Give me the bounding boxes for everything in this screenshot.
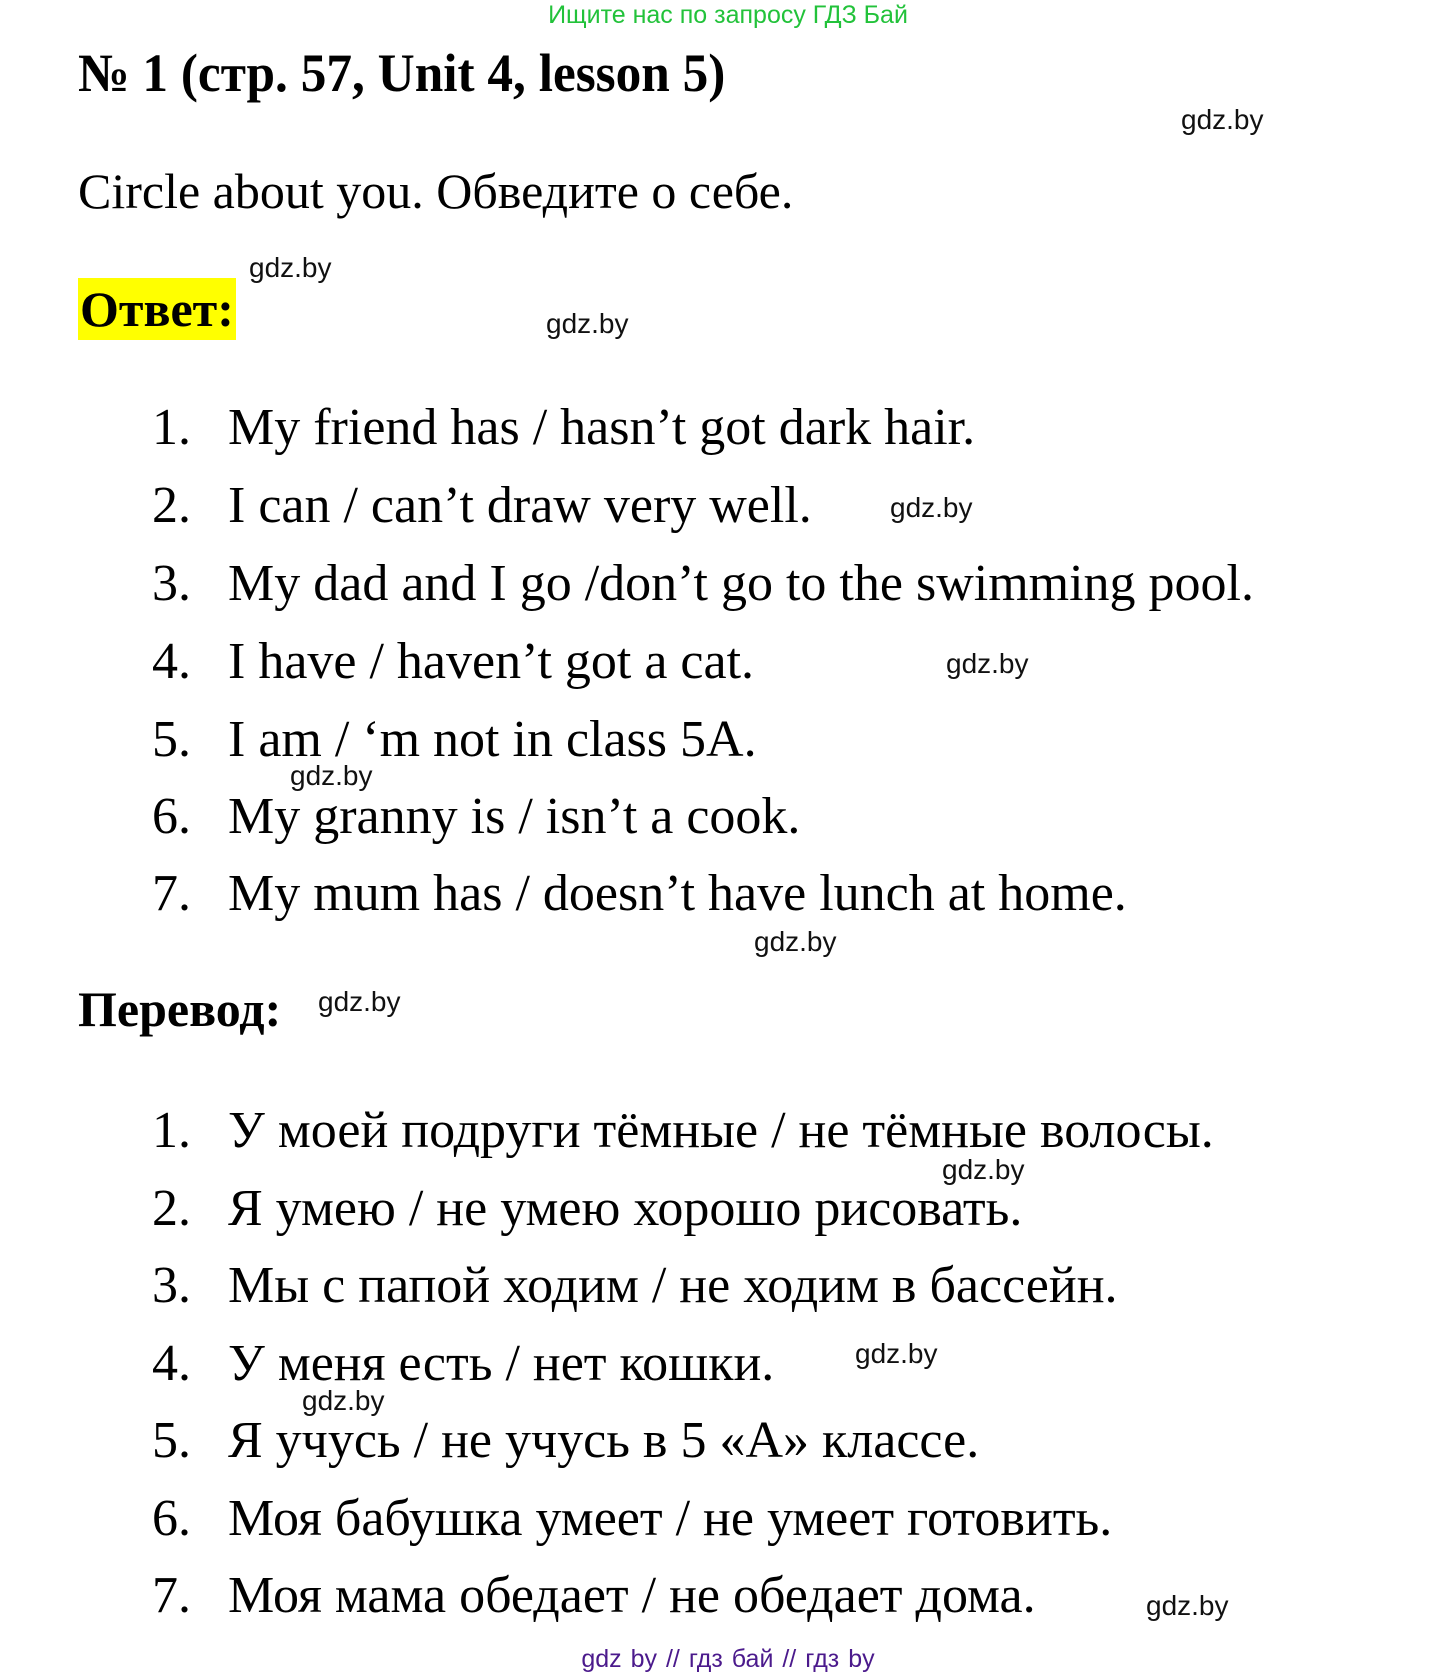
item-number: 2.: [152, 1180, 191, 1237]
item-text: My granny is / isn’t a cook.: [228, 788, 801, 845]
list-item: [152, 708, 757, 772]
watermark: gdz.by: [249, 252, 332, 283]
item-number: 5.: [152, 711, 191, 768]
list-item: [152, 1564, 1036, 1628]
item-text: I am / ‘m not in class 5A.: [228, 711, 757, 768]
watermark: gdz.by: [942, 1154, 1025, 1185]
item-text: My friend has / hasn’t got dark hair.: [228, 399, 976, 456]
list-item: [152, 1254, 1118, 1318]
watermark: gdz.by: [855, 1338, 938, 1369]
watermark: gdz.by: [1146, 1590, 1229, 1621]
item-number: 5.: [152, 1412, 191, 1469]
list-item: [152, 1099, 1214, 1163]
footer-links[interactable]: gdz by // гдз бай // гдз by: [581, 1645, 875, 1673]
watermark: gdz.by: [290, 760, 373, 791]
watermark: gdz.by: [546, 308, 629, 339]
list-item: [152, 396, 975, 460]
item-number: 4.: [152, 633, 191, 690]
item-text: I have / haven’t got a cat.: [228, 633, 755, 690]
item-number: 4.: [152, 1335, 191, 1392]
watermark: gdz.by: [1181, 104, 1264, 135]
item-text: My mum has / doesn’t have lunch at home.: [228, 865, 1127, 922]
item-text: Мы с папой ходим / не ходим в бассейн.: [228, 1257, 1118, 1314]
item-text: Моя мама обедает / не обедает дома.: [228, 1567, 1036, 1624]
watermark: gdz.by: [890, 492, 973, 523]
item-text: У моей подруги тёмные / не тёмные волосы.: [228, 1102, 1214, 1159]
item-number: 6.: [152, 1490, 191, 1547]
list-item: [152, 474, 812, 538]
list-item: [152, 1177, 1022, 1241]
list-item: [152, 552, 1254, 616]
item-text: My dad and I go /don’t go to the swimming pool.: [228, 555, 1254, 612]
list-item: [152, 630, 754, 694]
item-text: Я умею / не умею хорошо рисовать.: [228, 1180, 1023, 1237]
item-number: 1.: [152, 1102, 191, 1159]
list-item: [152, 785, 800, 849]
watermark: gdz.by: [754, 926, 837, 957]
item-number: 1.: [152, 399, 191, 456]
instruction-text: Circle about you. Обведите о себе.: [78, 163, 794, 219]
item-number: 3.: [152, 555, 191, 612]
item-number: 6.: [152, 788, 191, 845]
item-number: 7.: [152, 1567, 191, 1624]
item-number: 2.: [152, 477, 191, 534]
item-text: У меня есть / нет кошки.: [228, 1335, 775, 1392]
top-banner[interactable]: Ищите нас по запросу ГДЗ Бай: [548, 1, 908, 29]
item-number: 7.: [152, 865, 191, 922]
list-item: [152, 1409, 979, 1473]
answer-heading: Ответ:: [78, 278, 236, 340]
translation-heading: Перевод:: [78, 981, 282, 1037]
item-text: Моя бабушка умеет / не умеет готовить.: [228, 1490, 1113, 1547]
list-item: [152, 1487, 1112, 1551]
watermark: gdz.by: [946, 648, 1029, 679]
list-item: [152, 1332, 774, 1396]
list-item: [152, 862, 1127, 926]
watermark: gdz.by: [302, 1385, 385, 1416]
item-text: I can / can’t draw very well.: [228, 477, 812, 534]
page-title: № 1 (стр. 57, Unit 4, lesson 5): [78, 43, 726, 103]
item-text: Я учусь / не учусь в 5 «А» классе.: [228, 1412, 980, 1469]
item-number: 3.: [152, 1257, 191, 1314]
watermark: gdz.by: [318, 986, 401, 1017]
